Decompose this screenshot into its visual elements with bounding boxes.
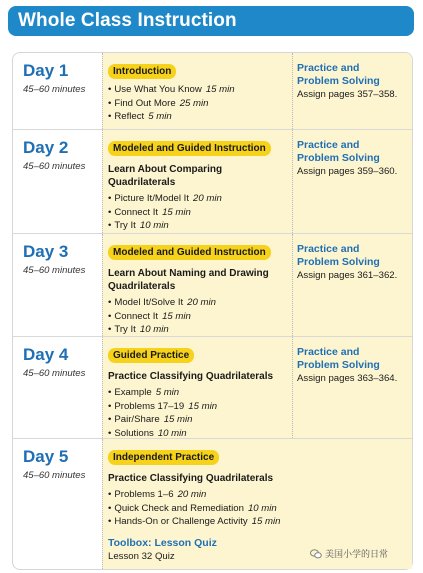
practice-title: Practice and Problem Solving — [297, 243, 380, 268]
practice-cell — [292, 234, 412, 336]
list-item: • Connect It 15 min — [108, 310, 191, 322]
activity-list — [108, 386, 288, 440]
day-info — [23, 138, 103, 172]
practice-title: Practice and Problem Solving — [297, 62, 380, 87]
list-item: • Use What You Know 15 min — [108, 84, 235, 95]
day-info — [23, 242, 103, 276]
lesson-title: Practice Classifying Quadrilaterals — [108, 371, 274, 382]
watermark-text: 美国小学的日常 — [325, 549, 389, 559]
list-item: • Reflect 5 min — [108, 111, 172, 123]
day-label: Day 2 — [23, 138, 69, 157]
lesson-title: Learn About Comparing Quadrilaterals — [108, 164, 223, 188]
instruction-badge: Modeled and Guided Instruction — [108, 245, 271, 260]
list-item: • Find Out More 25 min — [108, 97, 209, 109]
page-header — [8, 6, 414, 36]
instruction-badge: Introduction — [108, 64, 176, 79]
schedule-table — [12, 52, 413, 570]
list-item: • Pair/Share 15 min — [108, 414, 193, 426]
day-row-2 — [13, 129, 412, 233]
page-title: Whole Class Instruction — [18, 10, 237, 31]
practice-title: Practice and Problem Solving — [297, 346, 380, 371]
list-item: • Try It 10 min — [108, 220, 169, 232]
list-item: • Problems 1–6 20 min — [108, 489, 207, 500]
activity-list — [108, 488, 408, 529]
day-info — [23, 447, 103, 481]
practice-title: Practice and Problem Solving — [297, 139, 380, 164]
day-row-3 — [13, 233, 412, 336]
watermark — [310, 547, 388, 560]
day-info — [23, 61, 103, 95]
list-item: • Hands-On or Challenge Activity 15 min — [108, 516, 281, 528]
lesson-title: Practice Classifying Quadrilaterals — [108, 473, 274, 484]
activity-list — [108, 83, 288, 124]
practice-assignment: Assign pages 359–360. — [297, 166, 398, 177]
instruction-badge: Independent Practice — [108, 450, 219, 465]
instruction-cell — [102, 337, 292, 438]
activity-list — [108, 296, 288, 337]
practice-cell — [292, 337, 412, 438]
instruction-badge: Modeled and Guided Instruction — [108, 141, 271, 156]
list-item: • Quick Check and Remediation 10 min — [108, 502, 277, 514]
day-duration: 45–60 minutes — [23, 161, 86, 172]
list-item: • Model It/Solve It 20 min — [108, 297, 216, 308]
day-label: Day 5 — [23, 447, 69, 466]
lesson-title: Learn About Naming and Drawing Quadrilaterals — [108, 268, 269, 292]
day-info — [23, 345, 103, 379]
instruction-badge: Guided Practice — [108, 348, 194, 363]
wechat-icon — [310, 549, 322, 559]
list-item: • Solutions 10 min — [108, 427, 187, 439]
day-duration: 45–60 minutes — [23, 265, 86, 276]
toolbox-title: Toolbox: Lesson Quiz — [108, 536, 217, 549]
list-item: • Try It 10 min — [108, 324, 169, 336]
day-row-4 — [13, 336, 412, 438]
practice-assignment: Assign pages 361–362. — [297, 270, 398, 281]
practice-cell — [292, 130, 412, 233]
day-duration: 45–60 minutes — [23, 368, 86, 379]
practice-assignment: Assign pages 363–364. — [297, 373, 398, 384]
day-duration: 45–60 minutes — [23, 84, 86, 95]
practice-cell — [292, 53, 412, 129]
instruction-cell — [102, 234, 292, 336]
activity-list — [108, 192, 288, 233]
day-label: Day 4 — [23, 345, 69, 364]
list-item: • Picture It/Model It 20 min — [108, 193, 222, 204]
day-duration: 45–60 minutes — [23, 470, 86, 481]
instruction-cell — [102, 53, 292, 129]
instruction-cell — [102, 130, 292, 233]
day-row-1 — [13, 53, 412, 129]
toolbox-text: Lesson 32 Quiz — [108, 550, 175, 562]
practice-assignment: Assign pages 357–358. — [297, 89, 398, 100]
day-label: Day 1 — [23, 61, 69, 80]
day-label: Day 3 — [23, 242, 69, 261]
list-item: • Example 5 min — [108, 387, 180, 398]
list-item: • Problems 17–19 15 min — [108, 400, 218, 412]
list-item: • Connect It 15 min — [108, 206, 191, 218]
